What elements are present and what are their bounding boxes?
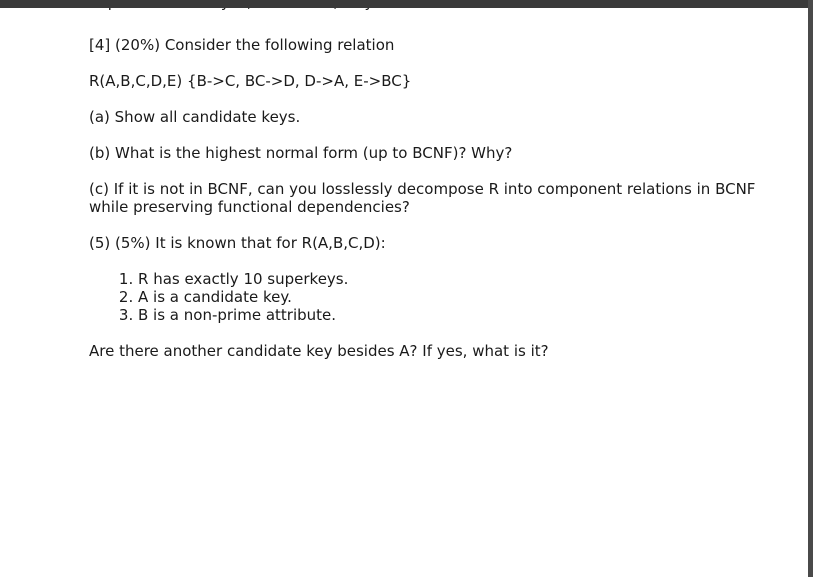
- window-top-border: [0, 0, 813, 8]
- vertical-scrollbar[interactable]: [808, 0, 813, 577]
- q5-heading: (5) (5%) It is known that for R(A,B,C,D):: [89, 234, 386, 252]
- document-body: [89, 36, 789, 378]
- q5-question: Are there another candidate key besides A? If yes, what is it?: [89, 342, 549, 360]
- q4-relation: R(A,B,C,D,E) {B->C, BC->D, D->A, E->BC}: [89, 72, 412, 90]
- q4-part-c: (c) If it is not in BCNF, can you losslessly decompose R into component relations in BCNF while preserving functional dependencies?: [89, 180, 756, 216]
- list-item: 2. A is a candidate key.: [138, 288, 789, 306]
- list-item: 1. R has exactly 10 superkeys.: [138, 270, 789, 288]
- q4-part-a: (a) Show all candidate keys.: [89, 108, 301, 126]
- q4-heading: [4] (20%) Consider the following relation: [89, 36, 395, 54]
- q5-conditions-list: [89, 270, 789, 324]
- list-item: 3. B is a non-prime attribute.: [138, 306, 789, 324]
- q4-part-b: (b) What is the highest normal form (up to BCNF)? Why?: [89, 144, 513, 162]
